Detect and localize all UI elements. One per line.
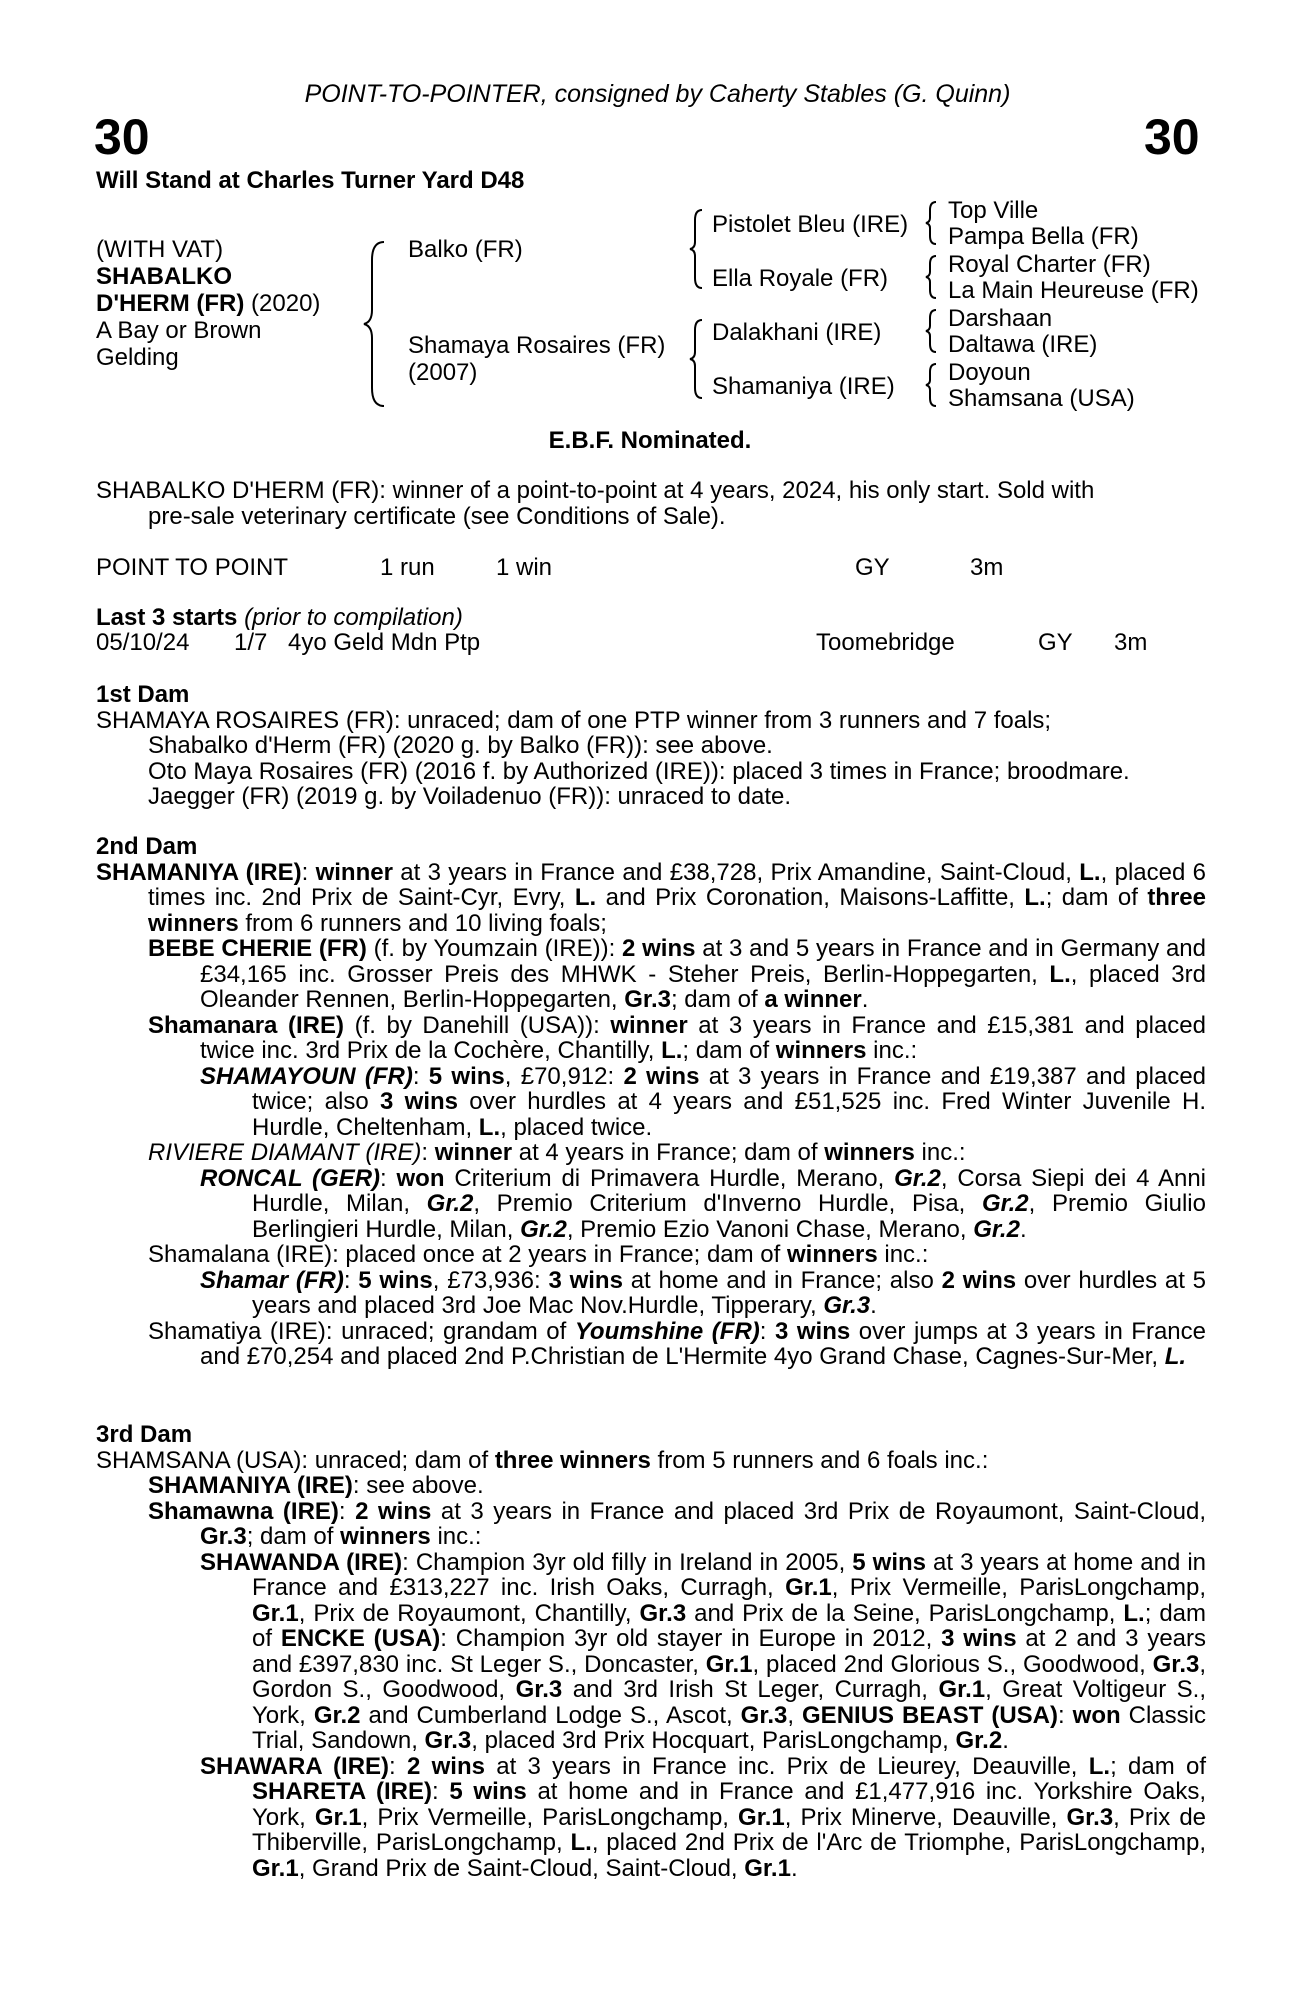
first-dam-foal-3: Jaegger (FR) (2019 g. by Voiladenuo (FR)): unraced to date. [148, 783, 792, 810]
ebf-nominated: E.B.F. Nominated. [548, 427, 752, 454]
first-dam-foal-2: Oto Maya Rosaires (FR) (2016 f. by Authorized (IRE)): placed 3 times in France; broodmare. [148, 757, 1130, 785]
second-dam-heading: 2nd Dam [96, 833, 198, 860]
dam-sire: Dalakhani (IRE) [712, 319, 882, 346]
progeny-shamar: Shamar (FR): 5 wins, £73,936: 3 wins at home and in France; also 2 wins over hurdles at 5 years and placed 3rd Joe Mac Nov.Hurdle, Tipperary, Gr.3. [200, 1266, 1207, 1319]
start-course: Toomebridge [816, 629, 955, 656]
horse-name-line2 [96, 290, 320, 317]
last-starts-title: Last 3 starts [96, 604, 238, 631]
record-distance: 3m [970, 554, 1004, 581]
start-race: 4yo Geld Mdn Ptp [288, 629, 481, 656]
third-dam-entry: SHAMSANA (USA): unraced; dam of three winners from 5 runners and 6 foals inc.: [96, 1446, 989, 1474]
first-dam-line: SHAMAYA ROSAIRES (FR): unraced; dam of one PTP winner from 3 runners and 7 foals; [96, 706, 1052, 734]
dam-year: (2007) [408, 359, 478, 386]
start-position: 1/7 [234, 629, 268, 656]
horse-name-line1: SHABALKO [96, 263, 232, 290]
first-dam-foal-1: Shabalko d'Herm (FR) (2020 g. by Balko (FR)): see above. [148, 732, 773, 759]
ggp-4: La Main Heureuse (FR) [948, 277, 1199, 304]
third-dam-heading: 3rd Dam [96, 1421, 193, 1448]
vat-note: (WITH VAT) [96, 236, 224, 263]
horse-name-suffix: D'HERM (FR) [96, 290, 245, 317]
pedigree-bracket-g1 [924, 200, 942, 246]
progeny-shawanda: SHAWANDA (IRE): Champion 3yr old filly in Ireland in 2005, 5 wins at 3 years at home and in France and £313,227 inc. Irish Oaks, Curragh, Gr.1, Prix Vermeille, ParisLongchamp, Gr.1, Prix de Royaumont, Chantilly, Gr.3 and Prix de la Seine, ParisLongchamp, L.; dam of ENCKE (USA): Champion 3yr old stayer in Europe in 2012, 3 wins at 2 and 3 years and £397,830 inc. St Leger S., Doncaster, Gr.1, placed 2nd Glorious S., Goodwood, Gr.3, Gordon S., Goodwood, Gr.3 and 3rd Irish St Leger, Curragh, Gr.1, Great Voltigeur S., York, Gr.2 and Cumberland Lodge S., Ascot, Gr.3, GENIUS BEAST (USA): won Classic Trial, Sandown, Gr.3, placed 3rd Prix Hocquart, ParisLongchamp, Gr.2. [200, 1548, 1207, 1754]
ggp-1: Top Ville [948, 197, 1039, 224]
ggp-7: Doyoun [948, 359, 1031, 386]
catalogue-subtitle: POINT-TO-POINTER, consigned by Caherty Stables (G. Quinn) [304, 80, 1011, 108]
second-dam-entry: SHAMANIYA (IRE): winner at 3 years in France and £38,728, Prix Amandine, Saint-Cloud, L., placed 6 times inc. 2nd Prix de Saint-Cyr, Evry, L. and Prix Coronation, Maisons-Laffitte, L.; dam of three winners from 6 runners and 10 living foals; [96, 858, 1206, 937]
second-dam-section [96, 834, 1206, 1370]
pedigree-bracket-g4 [924, 362, 942, 408]
race-summary [96, 478, 1206, 529]
horse-description-line1: A Bay or Brown [96, 317, 262, 344]
last-starts-heading [96, 605, 463, 631]
first-dam-heading: 1st Dam [96, 681, 190, 708]
progeny-shamayoun: SHAMAYOUN (FR): 5 wins, £70,912: 2 wins at 3 years in France and £19,387 and placed twice; also 3 wins over hurdles at 4 years and £51,525 inc. Fred Winter Juvenile H. Hurdle, Cheltenham, L., placed twice. [200, 1062, 1207, 1141]
pedigree-bracket-main [362, 240, 392, 410]
lot-number-right: 30 [1144, 109, 1200, 165]
record-type: POINT TO POINT [96, 554, 289, 581]
start-distance: 3m [1114, 629, 1148, 656]
dam-name: Shamaya Rosaires (FR) [408, 332, 666, 359]
lot-number-left: 30 [94, 109, 150, 165]
ggp-6: Daltawa (IRE) [948, 331, 1098, 358]
record-going: GY [855, 554, 890, 581]
stand-location: Will Stand at Charles Turner Yard D48 [96, 167, 525, 194]
sire-sire: Pistolet Bleu (IRE) [712, 211, 909, 238]
progeny-shamalana: Shamalana (IRE): placed once at 2 years in France; dam of winners inc.: [148, 1241, 929, 1268]
pedigree-bracket-g2 [924, 254, 942, 300]
pedigree-bracket-sire [688, 208, 708, 290]
summary-line2: pre-sale veterinary certificate (see Conditions of Sale). [148, 502, 726, 530]
progeny-shamanara: Shamanara (IRE) (f. by Danehill (USA)): winner at 3 years in France and £15,381 and placed twice inc. 3rd Prix de la Cochère, Chantilly, L.; dam of winners inc.: [148, 1011, 1207, 1064]
progeny-shawara: SHAWARA (IRE): 2 wins at 3 years in France inc. Prix de Lieurey, Deauville, L.; dam of SHARETA (IRE): 5 wins at home and in France and £1,477,916 inc. Yorkshire Oaks, York, Gr.1, Prix Vermeille, ParisLongchamp, Gr.1, Prix Minerve, Deauville, Gr.3, Prix de Thiberville, ParisLongchamp, L., placed 2nd Prix de l'Arc de Triomphe, ParisLongchamp, Gr.1, Grand Prix de Saint-Cloud, Saint-Cloud, Gr.1. [200, 1752, 1207, 1882]
progeny-riviere-diamant: RIVIERE DIAMANT (IRE): winner at 4 years in France; dam of winners inc.: [148, 1139, 966, 1166]
record-runs: 1 run [380, 554, 435, 581]
horse-year: (2020) [251, 290, 321, 317]
ggp-3: Royal Charter (FR) [948, 251, 1151, 278]
start-date: 05/10/24 [96, 629, 190, 656]
last-starts-note: (prior to compilation) [244, 604, 463, 631]
summary-line1: SHABALKO D'HERM (FR): winner of a point-to-point at 4 years, 2024, his only start. Sold with [96, 477, 1095, 504]
pedigree-bracket-g3 [924, 308, 942, 354]
sire-name: Balko (FR) [408, 236, 523, 263]
progeny-shamatiya: Shamatiya (IRE): unraced; grandam of Youmshine (FR): 3 wins over jumps at 3 years in France and £70,254 and placed 2nd P.Christian de L'Hermite 4yo Grand Chase, Cagnes-Sur-Mer, L. [148, 1317, 1207, 1370]
ggp-2: Pampa Bella (FR) [948, 223, 1139, 250]
progeny-bebe-cherie: BEBE CHERIE (FR) (f. by Youmzain (IRE)): 2 wins at 3 and 5 years in France and in Germany and £34,165 inc. Grosser Preis des MHWK - Steher Preis, Berlin-Hoppegarten, L., placed 3rd Oleander Rennen, Berlin-Hoppegarten, Gr.3; dam of a winner. [148, 935, 1207, 1013]
ggp-5: Darshaan [948, 305, 1053, 332]
pedigree-bracket-dam [688, 318, 708, 400]
ggp-8: Shamsana (USA) [948, 385, 1135, 412]
horse-description-line2: Gelding [96, 344, 179, 371]
record-wins: 1 win [496, 554, 553, 581]
start-going: GY [1038, 629, 1073, 656]
sire-dam: Ella Royale (FR) [712, 265, 889, 292]
third-dam-section [96, 1422, 1206, 1881]
horse-block [96, 236, 320, 371]
progeny-roncal: RONCAL (GER): won Criterium di Primavera Hurdle, Merano, Gr.2, Corsa Siepi dei 4 Anni Hurdle, Milan, Gr.2, Premio Criterium d'Inverno Hurdle, Pisa, Gr.2, Premio Giulio Berlingieri Hurdle, Milan, Gr.2, Premio Ezio Vanoni Chase, Merano, Gr.2. [200, 1164, 1207, 1243]
progeny-shamaniya: SHAMANIYA (IRE): see above. [148, 1472, 484, 1499]
dam-dam: Shamaniya (IRE) [712, 373, 895, 400]
first-dam-section [96, 682, 1206, 810]
progeny-shamawna: Shamawna (IRE): 2 wins at 3 years in France and placed 3rd Prix de Royaumont, Saint-Cloud, Gr.3; dam of winners inc.: [148, 1497, 1207, 1550]
